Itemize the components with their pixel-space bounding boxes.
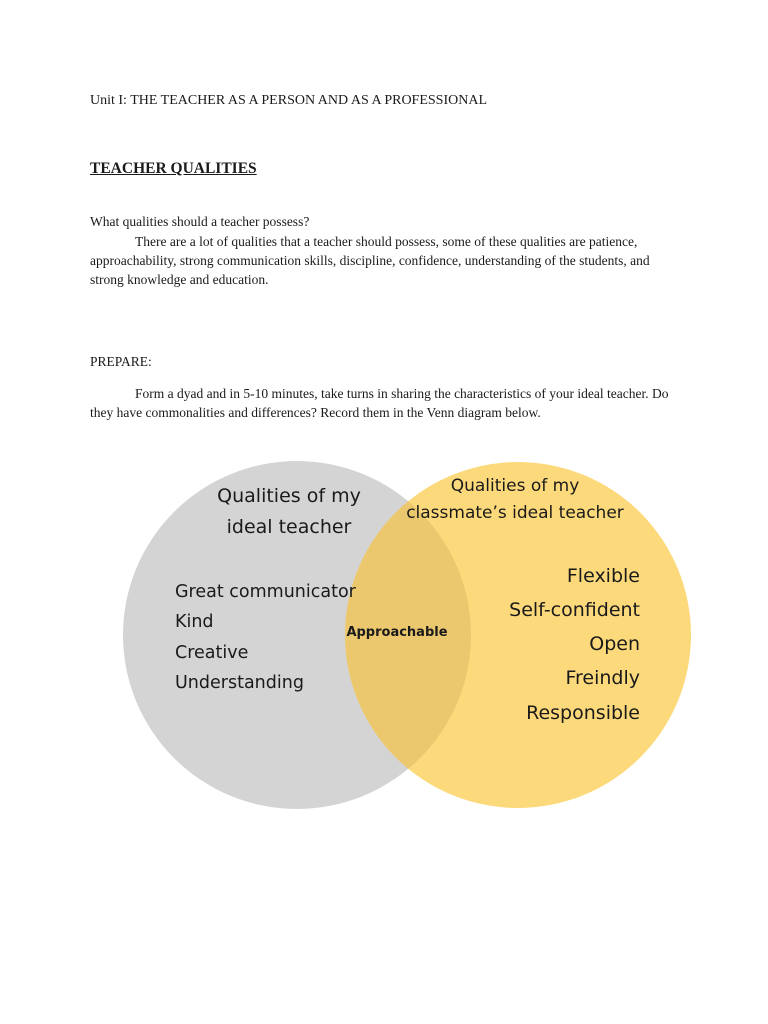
right-item: Responsible	[526, 702, 640, 724]
question-text: What qualities should a teacher possess?	[90, 214, 310, 229]
right-title-line-2: classmate’s ideal teacher	[406, 503, 624, 523]
instructions-paragraph: Form a dyad and in 5-10 minutes, take turns in sharing the characteristics of your ideal teacher. Do they have commonalities and differences? Record them in the Venn diagram below.	[90, 386, 669, 420]
left-item: Kind	[175, 612, 214, 632]
right-item: Open	[589, 633, 640, 655]
left-title-line-2: ideal teacher	[226, 516, 352, 538]
right-item: Freindly	[565, 667, 640, 689]
left-item: Understanding	[175, 673, 304, 693]
left-item: Great communicator	[175, 582, 356, 602]
left-item: Creative	[175, 643, 249, 663]
overlap-label: Approachable	[346, 625, 448, 640]
answer-paragraph: There are a lot of qualities that a teacher should possess, some of these qualities are patience, approachability, strong communication skills, discipline, confidence, understanding of the students, and strong knowledge and education.	[90, 234, 650, 287]
right-item: Flexible	[566, 565, 640, 587]
prepare-label: PREPARE:	[90, 354, 152, 369]
left-title-line-1: Qualities of my	[217, 485, 361, 507]
section-title: TEACHER QUALITIES	[90, 160, 257, 177]
unit-heading: Unit I: THE TEACHER AS A PERSON AND AS A PROFESSIONAL	[90, 93, 488, 108]
right-title-line-1: Qualities of my	[450, 476, 580, 496]
right-item: Self-confident	[509, 599, 640, 621]
